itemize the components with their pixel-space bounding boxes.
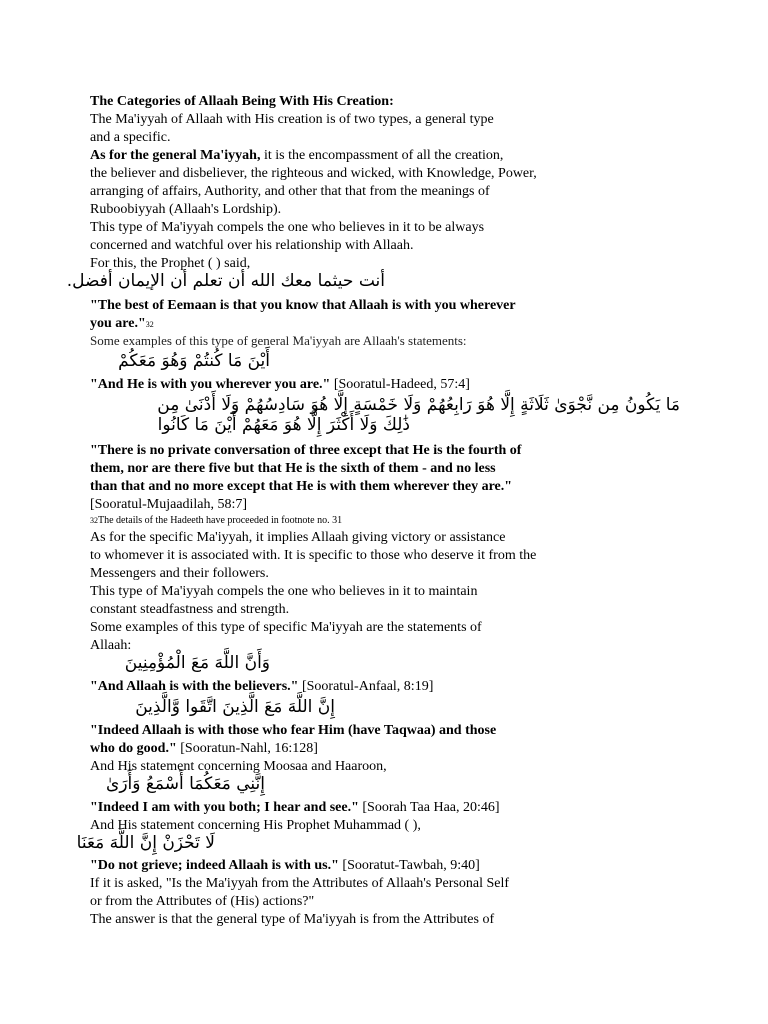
ayah-tawbah-arabic: لَا تَحْزَنْ إِنَّ اللَّهَ مَعَنَا — [76, 833, 215, 853]
ayah-hadeed-arabic: أَيْنَ مَا كُنتُمْ وَهُوَ مَعَكُمْ — [118, 351, 270, 371]
general-line-2: arranging of affairs, Authority, and other that that from the meanings of — [90, 184, 490, 199]
general-line-6: For this, the Prophet ( ) said, — [90, 256, 251, 271]
muhammad-line: And His statement concerning His Prophet Muhammad ( ), — [90, 818, 421, 833]
ayah-taahaa-ref: [Soorah Taa Haa, 20:46] — [358, 800, 500, 815]
ayah-mujaadilah-arabic-1: مَا يَكُونُ مِن نَّجْوَىٰ ثَلَاثَةٍ إِلَّا هُوَ رَابِعُهُمْ وَلَا خَمْسَةٍ إِلَّا هُوَ سَادِسُهُمْ وَلَا أَدْنَىٰ مِن — [157, 395, 680, 415]
general-line-3: Ruboobiyyah (Allaah's Lordship). — [90, 202, 282, 217]
closing-line-3: The answer is that the general type of Ma'iyyah is from the Attributes of — [90, 912, 495, 927]
hadith-translation-line-1: "The best of Eemaan is that you know that Allaah is with you wherever — [90, 298, 516, 313]
general-line-4: This type of Ma'iyyah compels the one who believes in it to be always — [90, 220, 485, 235]
ayah-hadeed-text: "And He is with you wherever you are." — [90, 377, 331, 392]
general-lead-bold: As for the general Ma'iyyah, — [90, 148, 261, 163]
ayah-nahl-text-end: who do good." — [90, 741, 177, 756]
general-lead — [90, 147, 503, 165]
ayah-anfaal-text: "And Allaah is with the believers." — [90, 679, 299, 694]
specific-line-4: This type of Ma'iyyah compels the one who believes in it to maintain — [90, 584, 478, 599]
closing-line-2: or from the Attributes of (His) actions?" — [90, 894, 315, 909]
ayah-taahaa-translation — [90, 799, 500, 817]
general-line-5: concerned and watchful over his relationship with Allaah. — [90, 238, 414, 253]
arabic-hadith: أنت حيثما معك الله أن تعلم أن الإيمان أفضل. — [66, 271, 385, 291]
ayah-mujaadilah-arabic-2: ذَٰلِكَ وَلَا أَكْثَرَ إِلَّا هُوَ مَعَهُمْ أَيْنَ مَا كَانُوا — [157, 415, 410, 435]
ayah-mujaadilah-ref: [Sooratul-Mujaadilah, 58:7] — [90, 497, 248, 512]
intro-line-1: The Ma'iyyah of Allaah with His creation is of two types, a general type — [90, 112, 494, 127]
ayah-anfaal-translation — [90, 678, 433, 696]
ayah-anfaal-ref: [Sooratul-Anfaal, 8:19] — [298, 679, 434, 694]
examples-intro: Some examples of this type of general Ma'iyyah are Allaah's statements: — [90, 333, 467, 348]
ayah-nahl-line-1: "Indeed Allaah is with those who fear Him (have Taqwaa) and those — [90, 723, 497, 738]
footnote-text: The details of the Hadeeth have proceeded in footnote no. 31 — [98, 515, 343, 526]
ayah-anfaal-arabic: وَأَنَّ اللَّهَ مَعَ الْمُؤْمِنِينَ — [124, 653, 270, 673]
ayah-hadeed-translation — [90, 376, 470, 394]
ayah-nahl-line-2 — [90, 740, 318, 758]
ayah-tawbah-ref: [Sooratut-Tawbah, 9:40] — [338, 858, 480, 873]
section-title: The Categories of Allaah Being With His Creation: — [90, 94, 394, 109]
intro-line-2: and a specific. — [90, 130, 171, 145]
footnote — [90, 512, 342, 530]
general-line-1: the believer and disbeliever, the righteous and wicked, with Knowledge, Power, — [90, 166, 537, 181]
specific-line-1: As for the specific Ma'iyyah, it implies Allaah giving victory or assistance — [90, 530, 506, 545]
hadith-translation-end: you are." — [90, 316, 146, 331]
ayah-taahaa-arabic: إِنَّنِي مَعَكُمَا أَسْمَعُ وَأَرَىٰ — [106, 774, 265, 794]
ayah-nahl-arabic: إِنَّ اللَّهَ مَعَ الَّذِينَ اتَّقَوا وَّالَّذِينَ — [135, 697, 335, 717]
specific-line-3: Messengers and their followers. — [90, 566, 269, 581]
ayah-mujaadilah-line-3: than that and no more except that He is with them wherever they are." — [90, 479, 513, 494]
ayah-nahl-ref: [Sooratun-Nahl, 16:128] — [176, 741, 318, 756]
specific-line-2: to whomever it is associated with. It is specific to those who deserve it from the — [90, 548, 537, 563]
ayah-hadeed-ref: [Sooratul-Hadeed, 57:4] — [330, 377, 470, 392]
general-lead-rest: it is the encompassment of all the creation, — [260, 148, 504, 163]
ayah-mujaadilah-line-1: "There is no private conversation of three except that He is the fourth of — [90, 443, 522, 458]
closing-line-1: If it is asked, "Is the Ma'iyyah from the Attributes of Allaah's Personal Self — [90, 876, 510, 891]
ayah-mujaadilah-line-2: them, nor are there five but that He is the sixth of them - and no less — [90, 461, 496, 476]
ayah-tawbah-translation — [90, 857, 480, 875]
footnote-ref: 32 — [145, 320, 154, 329]
ayah-tawbah-text: "Do not grieve; indeed Allaah is with us." — [90, 858, 339, 873]
specific-line-7: Allaah: — [90, 638, 132, 653]
specific-line-6: Some examples of this type of specific Ma'iyyah are the statements of — [90, 620, 482, 635]
footnote-number: 32 — [90, 516, 98, 525]
ayah-taahaa-text: "Indeed I am with you both; I hear and see." — [90, 800, 359, 815]
specific-line-5: constant steadfastness and strength. — [90, 602, 290, 617]
moosaa-line: And His statement concerning Moosaa and Haaroon, — [90, 759, 387, 774]
hadith-translation-line-2 — [90, 315, 154, 333]
